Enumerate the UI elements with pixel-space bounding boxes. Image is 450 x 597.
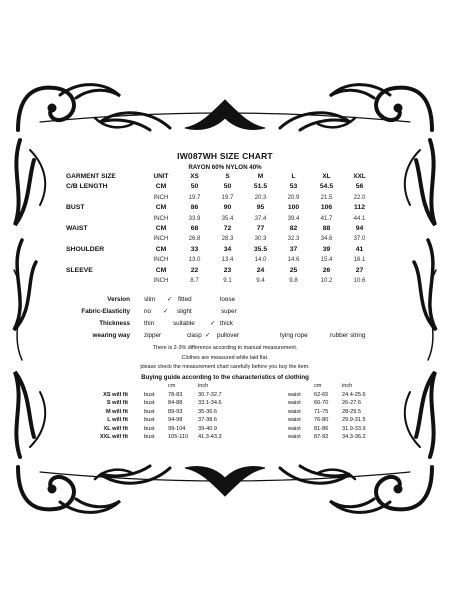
measure-row-cm — [66, 203, 376, 213]
attribute-option: clasp — [187, 332, 202, 339]
unit-cm: CM — [155, 204, 167, 212]
measure-row-cm — [66, 245, 376, 255]
value-inch: 10.2 — [320, 277, 333, 285]
unit-cm: CM — [155, 266, 167, 274]
value-cm: 23 — [223, 266, 232, 274]
unit-inch: INCH — [153, 214, 169, 222]
fit-waist-cm: 62-65 — [314, 391, 329, 398]
measure-label-blank — [66, 193, 144, 203]
value-inch: 19.7 — [188, 193, 201, 201]
value-cm: 50 — [190, 183, 199, 191]
value-cm: 100 — [287, 204, 300, 212]
value-inch: 30.3 — [254, 235, 267, 243]
value-inch: 8.7 — [190, 277, 199, 285]
fit-part-waist: waist — [288, 417, 301, 423]
value-inch: 19.7 — [221, 193, 234, 201]
note-difference: There is 2-3% difference according to manual measurement. — [152, 345, 298, 351]
measure-label: SLEEVE — [66, 266, 93, 274]
unit-cm: CM — [155, 183, 167, 191]
fit-waist-cm: 71-75 — [314, 408, 329, 415]
attribute-option: rubber string — [330, 332, 366, 339]
fit-header-cm-2: cm — [314, 383, 322, 389]
value-cm: 72 — [223, 225, 232, 233]
value-inch: 22.0 — [353, 193, 366, 201]
value-inch: 21.5 — [320, 193, 333, 201]
value-inch: 20.3 — [254, 193, 267, 201]
measure-label: C/B LENGTH — [66, 183, 108, 191]
fit-header-cm: cm — [168, 383, 176, 389]
measure-row-cm — [66, 224, 376, 234]
size-col-m: M — [257, 173, 264, 180]
attribute-option: thick — [220, 320, 233, 327]
value-inch: 15.4 — [320, 256, 333, 264]
fit-part-bust: bust — [144, 425, 155, 432]
fit-part-waist: waist — [288, 400, 301, 406]
check-icon: ✓ — [205, 332, 211, 339]
value-cm: 88 — [322, 225, 331, 233]
value-cm: 112 — [354, 204, 365, 212]
header-label: GARMENT SIZE — [66, 173, 116, 180]
value-cm: 90 — [223, 204, 232, 212]
value-inch: 28.3 — [221, 235, 234, 243]
value-inch: 41.7 — [320, 214, 333, 222]
value-cm: 77 — [256, 225, 265, 233]
value-inch: 39.4 — [287, 214, 300, 222]
value-inch: 9.1 — [223, 277, 232, 285]
measure-row-inch — [66, 255, 376, 265]
value-cm: 27 — [355, 266, 364, 274]
measure-row-inch — [66, 234, 376, 244]
unit-cm: CM — [155, 245, 167, 253]
fit-part-waist: waist — [288, 425, 301, 432]
value-cm: 37 — [289, 245, 298, 253]
unit-inch: INCH — [153, 193, 169, 201]
value-inch: 13.4 — [221, 256, 234, 264]
value-cm: 25 — [289, 266, 298, 274]
attribute-option: no — [144, 308, 152, 315]
value-cm: 50 — [223, 183, 232, 191]
attribute-name: wearing way — [92, 332, 130, 339]
fit-bust-cm: 89-93 — [168, 408, 183, 415]
value-inch: 34.6 — [320, 235, 333, 243]
value-inch: 16.1 — [353, 256, 366, 264]
value-inch: 14.6 — [287, 256, 300, 264]
unit-inch: INCH — [153, 277, 169, 285]
measure-label: SHOULDER — [66, 245, 105, 253]
notes — [0, 344, 450, 382]
value-cm: 41 — [355, 245, 364, 253]
value-cm: 51.5 — [253, 183, 268, 191]
fit-waist-inch: 34.3-36.2 — [342, 434, 366, 440]
fit-waist-inch: 26-27.6 — [342, 400, 361, 406]
value-cm: 68 — [190, 225, 199, 233]
fit-waist-cm: 76-80 — [314, 417, 329, 423]
measure-label: WAIST — [66, 225, 88, 233]
measure-label: BUST — [66, 204, 85, 212]
value-inch: 13.0 — [188, 256, 201, 264]
header-unit: UNIT — [153, 173, 169, 180]
attribute-option: pullover — [217, 332, 240, 339]
attribute-name: Version — [107, 296, 130, 303]
value-inch: 20.9 — [287, 193, 300, 201]
fit-waist-inch: 29.9-31.5 — [342, 417, 366, 423]
check-icon: ✓ — [163, 308, 169, 315]
attribute-option: loose — [220, 296, 236, 303]
fit-bust-cm: 78-83 — [168, 391, 183, 398]
measure-label-blank — [66, 234, 144, 244]
fit-part-bust: bust — [144, 400, 155, 406]
value-cm: 106 — [320, 204, 333, 212]
fit-part-bust: bust — [144, 434, 155, 440]
fit-bust-inch: 37-38.6 — [198, 417, 217, 423]
fit-bust-cm: 94-98 — [168, 417, 183, 423]
value-inch: 9.8 — [289, 277, 298, 285]
unit-inch: INCH — [153, 235, 169, 243]
fit-size: XXL will fit — [99, 434, 128, 440]
attribute-option: tying rope — [280, 332, 308, 339]
measure-row-cm — [66, 182, 376, 192]
attribute-name: Thickness — [99, 320, 130, 327]
measure-row-inch — [66, 214, 376, 224]
value-inch: 37.0 — [353, 235, 366, 243]
unit-inch: INCH — [153, 256, 169, 264]
material-composition: RAYON 60% NYLON 40% — [188, 164, 262, 171]
measure-label-blank — [66, 255, 144, 265]
fit-size: XS will fit — [103, 391, 128, 398]
value-inch: 10.6 — [353, 277, 366, 285]
fit-waist-inch: 31.9-33.9 — [342, 425, 366, 432]
value-cm: 22 — [190, 266, 199, 274]
fit-bust-cm: 105-110 — [168, 434, 189, 440]
fit-waist-cm: 87-92 — [314, 434, 329, 440]
fit-size: M will fit — [105, 408, 128, 415]
value-inch: 37.4 — [254, 214, 267, 222]
size-col-xxl: XXL — [353, 173, 366, 180]
fit-bust-inch: 39-40.9 — [198, 425, 217, 432]
size-col-xl: XL — [322, 173, 331, 180]
value-cm: 26 — [322, 266, 331, 274]
measure-row-cm — [66, 266, 376, 276]
check-icon: ✓ — [210, 320, 216, 327]
attribute-option: slim — [144, 296, 156, 303]
fit-size: S will fit — [106, 400, 128, 406]
check-icon: ✓ — [167, 296, 173, 303]
fit-bust-inch: 33.1-34.6 — [198, 400, 222, 406]
fit-bust-cm: 84-88 — [168, 400, 183, 406]
fit-part-bust: bust — [144, 391, 155, 398]
fit-waist-inch: 24.4-25.6 — [342, 391, 366, 398]
size-col-l: L — [291, 173, 296, 180]
measure-label-blank — [66, 276, 144, 286]
fit-waist-cm: 66-70 — [314, 400, 329, 406]
value-cm: 53 — [289, 183, 298, 191]
attribute-option: suitable — [173, 320, 195, 327]
fit-waist-inch: 28-29.5 — [342, 408, 361, 415]
fit-bust-inch: 35-36.6 — [198, 408, 217, 415]
fit-part-waist: waist — [288, 408, 301, 415]
buying-guide-heading: Buying guide according to the characteristics of clothing — [141, 373, 309, 381]
value-cm: 39 — [322, 245, 331, 253]
chart-title: IW087WH SIZE CHART — [177, 151, 273, 161]
value-inch: 35.4 — [221, 214, 234, 222]
note-check-chart: please check the measurement chart carefully before you buy the item. — [140, 364, 310, 371]
size-table-header — [66, 172, 376, 182]
value-inch: 44.1 — [353, 214, 366, 222]
value-cm: 95 — [256, 204, 265, 212]
measure-row-inch — [66, 276, 376, 286]
attribute-option: slight — [177, 308, 192, 315]
value-cm: 34 — [223, 245, 232, 253]
size-col-xs: XS — [190, 173, 199, 180]
attribute-option: super — [221, 308, 237, 315]
fit-waist-cm: 81-86 — [314, 425, 329, 432]
value-cm: 54.5 — [319, 183, 334, 191]
measure-row-inch — [66, 193, 376, 203]
value-inch: 26.8 — [188, 235, 201, 243]
fit-header-inch-2: inch — [342, 383, 353, 389]
fit-bust-cm: 99-104 — [168, 425, 186, 432]
attribute-option: zipper — [144, 332, 162, 339]
measure-label-blank — [66, 214, 144, 224]
attribute-option: thin — [144, 320, 155, 327]
value-cm: 35.5 — [253, 245, 268, 253]
attribute-name: Fabric-Elasticity — [81, 308, 130, 315]
fit-part-waist: waist — [288, 391, 301, 398]
fit-bust-inch: 30.7-32.7 — [198, 391, 222, 398]
fit-part-bust: bust — [144, 417, 155, 423]
value-inch: 14.0 — [254, 256, 267, 264]
note-laid-flat: Clothes are measured while laid flat. — [181, 354, 269, 361]
value-cm: 94 — [355, 225, 364, 233]
fit-header-inch: inch — [198, 383, 209, 389]
value-cm: 24 — [256, 266, 265, 274]
fit-size: XL will fit — [103, 425, 128, 432]
value-cm: 82 — [289, 225, 298, 233]
value-inch: 32.3 — [287, 235, 300, 243]
fit-size: L will fit — [107, 417, 128, 423]
fit-part-waist: waist — [288, 434, 301, 440]
unit-cm: CM — [155, 225, 167, 233]
size-table — [66, 172, 376, 286]
value-cm: 33 — [190, 245, 199, 253]
value-inch: 9.4 — [256, 277, 265, 285]
fit-part-bust: bust — [144, 408, 155, 415]
fit-bust-inch: 41.3-43.3 — [198, 434, 222, 440]
attribute-option: fitted — [178, 296, 192, 303]
size-col-s: S — [225, 173, 230, 180]
value-cm: 56 — [355, 183, 364, 191]
value-cm: 86 — [190, 204, 199, 212]
value-inch: 33.9 — [188, 214, 201, 222]
